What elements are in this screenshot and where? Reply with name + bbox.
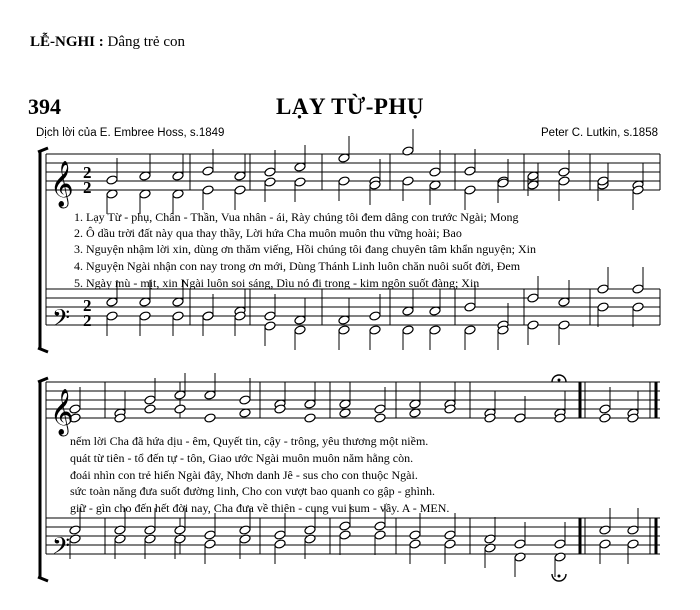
lyric-line: giữ - gìn cho đến hết đời nay, Cha đưa về thiên - cung vui sum - vầy. A - MEN.: [70, 501, 450, 515]
fermata-icon: [558, 379, 561, 382]
note-head: [304, 413, 316, 423]
note-head: [202, 311, 214, 321]
note-head: [139, 311, 151, 321]
note-head: [627, 539, 639, 549]
note-head: [402, 146, 414, 156]
lyric-line: 5. Ngày mù - mịt, xin Ngài luôn soi sáng, Dìu nó đi trong - kim ngôn suốt đàng; Xin: [74, 276, 480, 290]
note-head: [599, 413, 611, 423]
note-head: [369, 311, 381, 321]
note-head: [294, 325, 306, 335]
note-head: [464, 302, 476, 312]
svg-text:2: 2: [83, 163, 92, 182]
note-head: [239, 395, 251, 405]
note-head: [106, 175, 118, 185]
note-head: [402, 176, 414, 186]
note-head: [114, 534, 126, 544]
note-head: [464, 325, 476, 335]
note-head: [632, 284, 644, 294]
composer-credit: Peter C. Lutkin, s.1858: [541, 127, 658, 139]
note-head: [304, 534, 316, 544]
note-head: [204, 413, 216, 423]
note-head: [144, 525, 156, 535]
note-head: [234, 185, 246, 195]
note-head: [174, 534, 186, 544]
note-head: [69, 534, 81, 544]
note-head: [409, 530, 421, 540]
note-head: [174, 525, 186, 535]
note-head: [484, 534, 496, 544]
note-head: [369, 325, 381, 335]
fermata-icon: [558, 575, 561, 578]
svg-text:2: 2: [83, 311, 92, 330]
note-head: [558, 176, 570, 186]
note-head: [264, 321, 276, 331]
translation-credit: Dịch lời của E. Embree Hoss, s.1849: [36, 127, 225, 139]
note-head: [444, 539, 456, 549]
note-head: [204, 530, 216, 540]
note-head: [304, 525, 316, 535]
note-head: [144, 404, 156, 414]
lyric-line: 1. Lạy Từ - phụ, Chân - Thần, Vua nhân - ái, Rày chúng tôi đem dâng con trước Ngài; Mong: [74, 210, 519, 224]
note-head: [599, 539, 611, 549]
lyric-line: 2. Ô dầu trời đất này qua thay thầy, Lời hứa Cha muôn muôn thu vững hoài; Bao: [74, 226, 462, 240]
note-head: [294, 177, 306, 187]
note-head: [239, 525, 251, 535]
lyric-line: 3. Nguyện nhậm lời xin, dùng ơn thăm viếng, Hồi chúng tôi đang chuyên tâm khẩn nguyện; Xin: [74, 242, 536, 256]
note-head: [274, 530, 286, 540]
hymn-title: LẠY TỪ-PHỤ: [276, 94, 424, 119]
svg-text:2: 2: [83, 296, 92, 315]
rite-label: LỄ-NGHI :: [30, 34, 104, 50]
lyric-line: sức toàn năng đưa suốt đường linh, Cho con vượt bao quanh co gập - ghình.: [70, 484, 435, 498]
note-head: [174, 404, 186, 414]
note-head: [599, 525, 611, 535]
treble-clef-icon: 𝄞: [50, 389, 74, 435]
note-head: [202, 166, 214, 176]
note-head: [632, 302, 644, 312]
note-head: [374, 521, 386, 531]
note-head: [338, 176, 350, 186]
note-head: [264, 311, 276, 321]
rite-value: Dâng trẻ con: [107, 34, 185, 50]
note-head: [339, 530, 351, 540]
note-head: [554, 539, 566, 549]
note-head: [554, 552, 566, 562]
note-head: [106, 311, 118, 321]
note-head: [429, 325, 441, 335]
note-head: [274, 539, 286, 549]
note-head: [558, 320, 570, 330]
note-head: [264, 177, 276, 187]
note-head: [444, 530, 456, 540]
note-head: [338, 325, 350, 335]
note-head: [484, 543, 496, 553]
note-head: [527, 293, 539, 303]
note-head: [514, 413, 526, 423]
note-head: [204, 539, 216, 549]
note-head: [202, 185, 214, 195]
bass-clef-icon: 𝄢: [52, 532, 71, 565]
note-head: [374, 530, 386, 540]
treble-clef-icon: 𝄞: [50, 161, 74, 207]
hymn-number: 394: [28, 94, 61, 119]
lyric-line: đoái nhìn con trẻ hiến Ngài đây, Nhơn danh Jê - sus cho con thuộc Ngài.: [70, 468, 418, 482]
note-head: [402, 325, 414, 335]
note-head: [339, 521, 351, 531]
note-head: [514, 539, 526, 549]
note-head: [514, 552, 526, 562]
note-head: [429, 167, 441, 177]
bass-clef-icon: 𝄢: [52, 304, 71, 337]
note-head: [172, 311, 184, 321]
note-head: [409, 539, 421, 549]
svg-text:2: 2: [83, 178, 92, 197]
lyric-line: nếm lời Cha đã hứa dịu - êm, Quyết tin, cậy - trông, yêu thương một niềm.: [70, 434, 429, 448]
lyric-line: 4. Nguyện Ngài nhận con nay trong ơn mới, Dùng Thánh Linh luôn chăn nuôi suốt đời, Đem: [74, 259, 521, 273]
note-head: [144, 395, 156, 405]
note-head: [374, 413, 386, 423]
note-head: [374, 404, 386, 414]
note-head: [599, 404, 611, 414]
lyric-line: quát từ tiên - tổ đến tự - tôn, Giao ước Ngài muôn muôn năm hằng còn.: [70, 451, 414, 465]
note-head: [114, 525, 126, 535]
note-head: [597, 302, 609, 312]
note-head: [464, 185, 476, 195]
note-head: [627, 525, 639, 535]
note-head: [144, 534, 156, 544]
note-head: [264, 167, 276, 177]
note-head: [69, 525, 81, 535]
note-head: [597, 284, 609, 294]
note-head: [239, 534, 251, 544]
note-head: [527, 320, 539, 330]
note-head: [558, 167, 570, 177]
note-head: [464, 166, 476, 176]
